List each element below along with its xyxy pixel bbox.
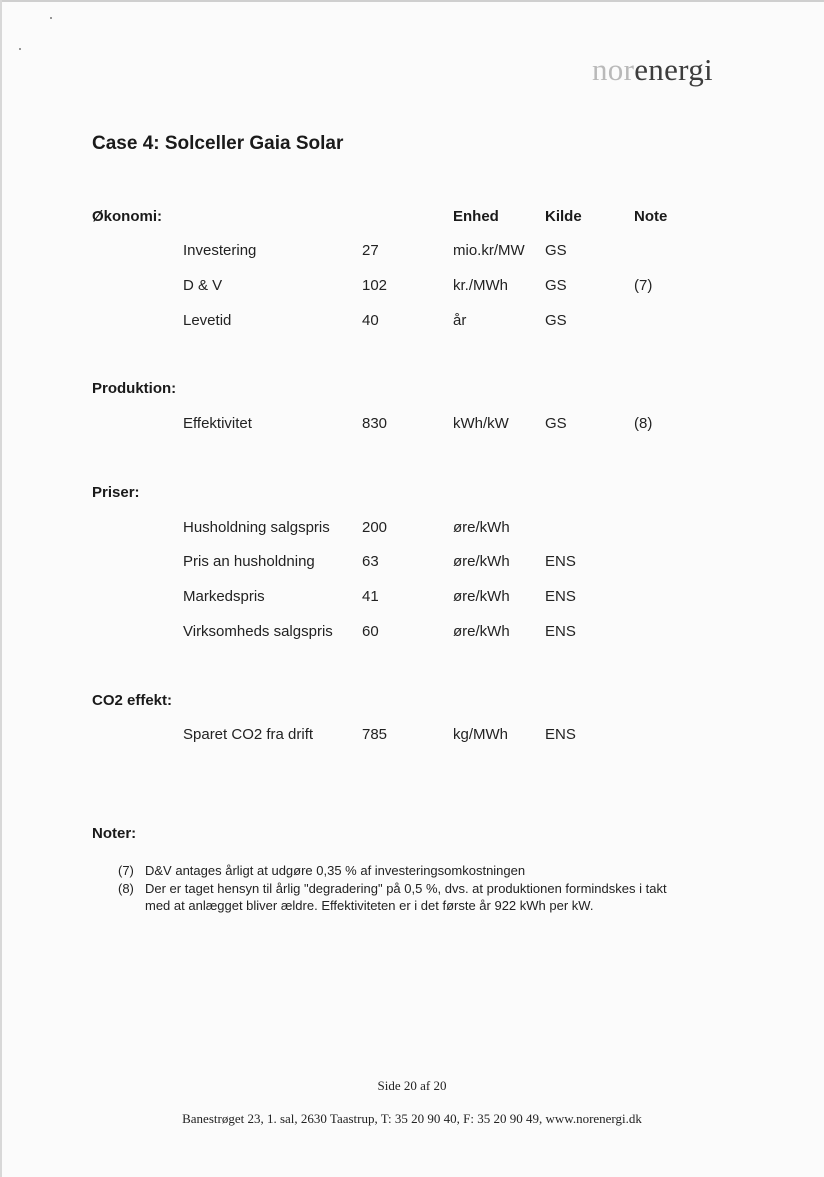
row-name: Husholdning salgspris	[183, 519, 330, 536]
row-note: (8)	[634, 415, 653, 432]
scan-top-edge	[0, 0, 824, 2]
row-name: Investering	[183, 242, 257, 259]
column-header-note: Note	[634, 208, 668, 225]
page-number: Side 20 af 20	[377, 1078, 447, 1093]
row-source: GS	[545, 415, 567, 432]
norenergi-logo	[592, 52, 713, 88]
note-item	[118, 862, 808, 880]
row-value: 41	[362, 588, 379, 605]
note-item	[118, 880, 808, 916]
row-value: 40	[362, 312, 379, 329]
note-number: (7)	[118, 863, 134, 878]
row-value: 60	[362, 623, 379, 640]
logo-part-nor: nor	[592, 52, 635, 87]
row-name: Levetid	[183, 312, 232, 329]
row-name: D & V	[183, 277, 223, 294]
page-title: Case 4: Solceller Gaia Solar	[92, 133, 344, 154]
section-label-priser: Priser:	[92, 484, 140, 501]
section-label-co2: CO2 effekt:	[92, 692, 173, 709]
row-unit: kWh/kW	[453, 415, 509, 432]
row-source: ENS	[545, 726, 576, 743]
row-value: 200	[362, 519, 388, 536]
row-name: Effektivitet	[183, 415, 252, 432]
row-unit: år	[453, 312, 467, 329]
row-unit: kr./MWh	[453, 277, 508, 294]
column-header-source: Kilde	[545, 208, 582, 225]
row-unit: øre/kWh	[453, 519, 510, 536]
logo-part-energi: energi	[634, 52, 713, 87]
row-unit: kg/MWh	[453, 726, 509, 743]
row-value: 830	[362, 415, 388, 432]
row-value: 27	[362, 242, 379, 259]
row-name: Virksomheds salgspris	[183, 623, 333, 640]
notes-title: Noter:	[92, 825, 137, 842]
row-name: Markedspris	[183, 588, 265, 605]
row-source: ENS	[545, 588, 576, 605]
row-unit: øre/kWh	[453, 588, 510, 605]
row-note: (7)	[634, 277, 653, 294]
note-text-continued: med at anlægget bliver ældre. Effektiviteten er i det første år 922 kWh per kW.	[145, 898, 594, 913]
note-number: (8)	[118, 881, 134, 896]
row-unit: øre/kWh	[453, 623, 510, 640]
footer-address: Banestrøget 23, 1. sal, 2630 Taastrup, T: 35 20 90 40, F: 35 20 90 49, www.norenergi.dk	[182, 1111, 642, 1126]
section-label-okonomi: Økonomi:	[92, 208, 162, 225]
note-text: Der er taget hensyn til årlig "degradering" på 0,5 %, dvs. at produktionen formindskes i takt	[145, 881, 667, 896]
row-unit: mio.kr/MW	[453, 242, 525, 259]
row-source: ENS	[545, 553, 576, 570]
row-source: GS	[545, 312, 567, 329]
scan-speck	[19, 48, 21, 50]
row-unit: øre/kWh	[453, 553, 510, 570]
note-text: D&V antages årligt at udgøre 0,35 % af investeringsomkostningen	[145, 863, 526, 878]
row-value: 102	[362, 277, 388, 294]
scan-left-edge	[0, 0, 2, 1177]
row-name: Pris an husholdning	[183, 553, 315, 570]
row-source: GS	[545, 277, 567, 294]
section-label-produktion: Produktion:	[92, 380, 177, 397]
column-header-unit: Enhed	[453, 208, 499, 225]
row-source: ENS	[545, 623, 576, 640]
row-value: 785	[362, 726, 388, 743]
row-source: GS	[545, 242, 567, 259]
scan-speck	[50, 17, 52, 19]
row-value: 63	[362, 553, 379, 570]
row-name: Sparet CO2 fra drift	[183, 726, 314, 743]
